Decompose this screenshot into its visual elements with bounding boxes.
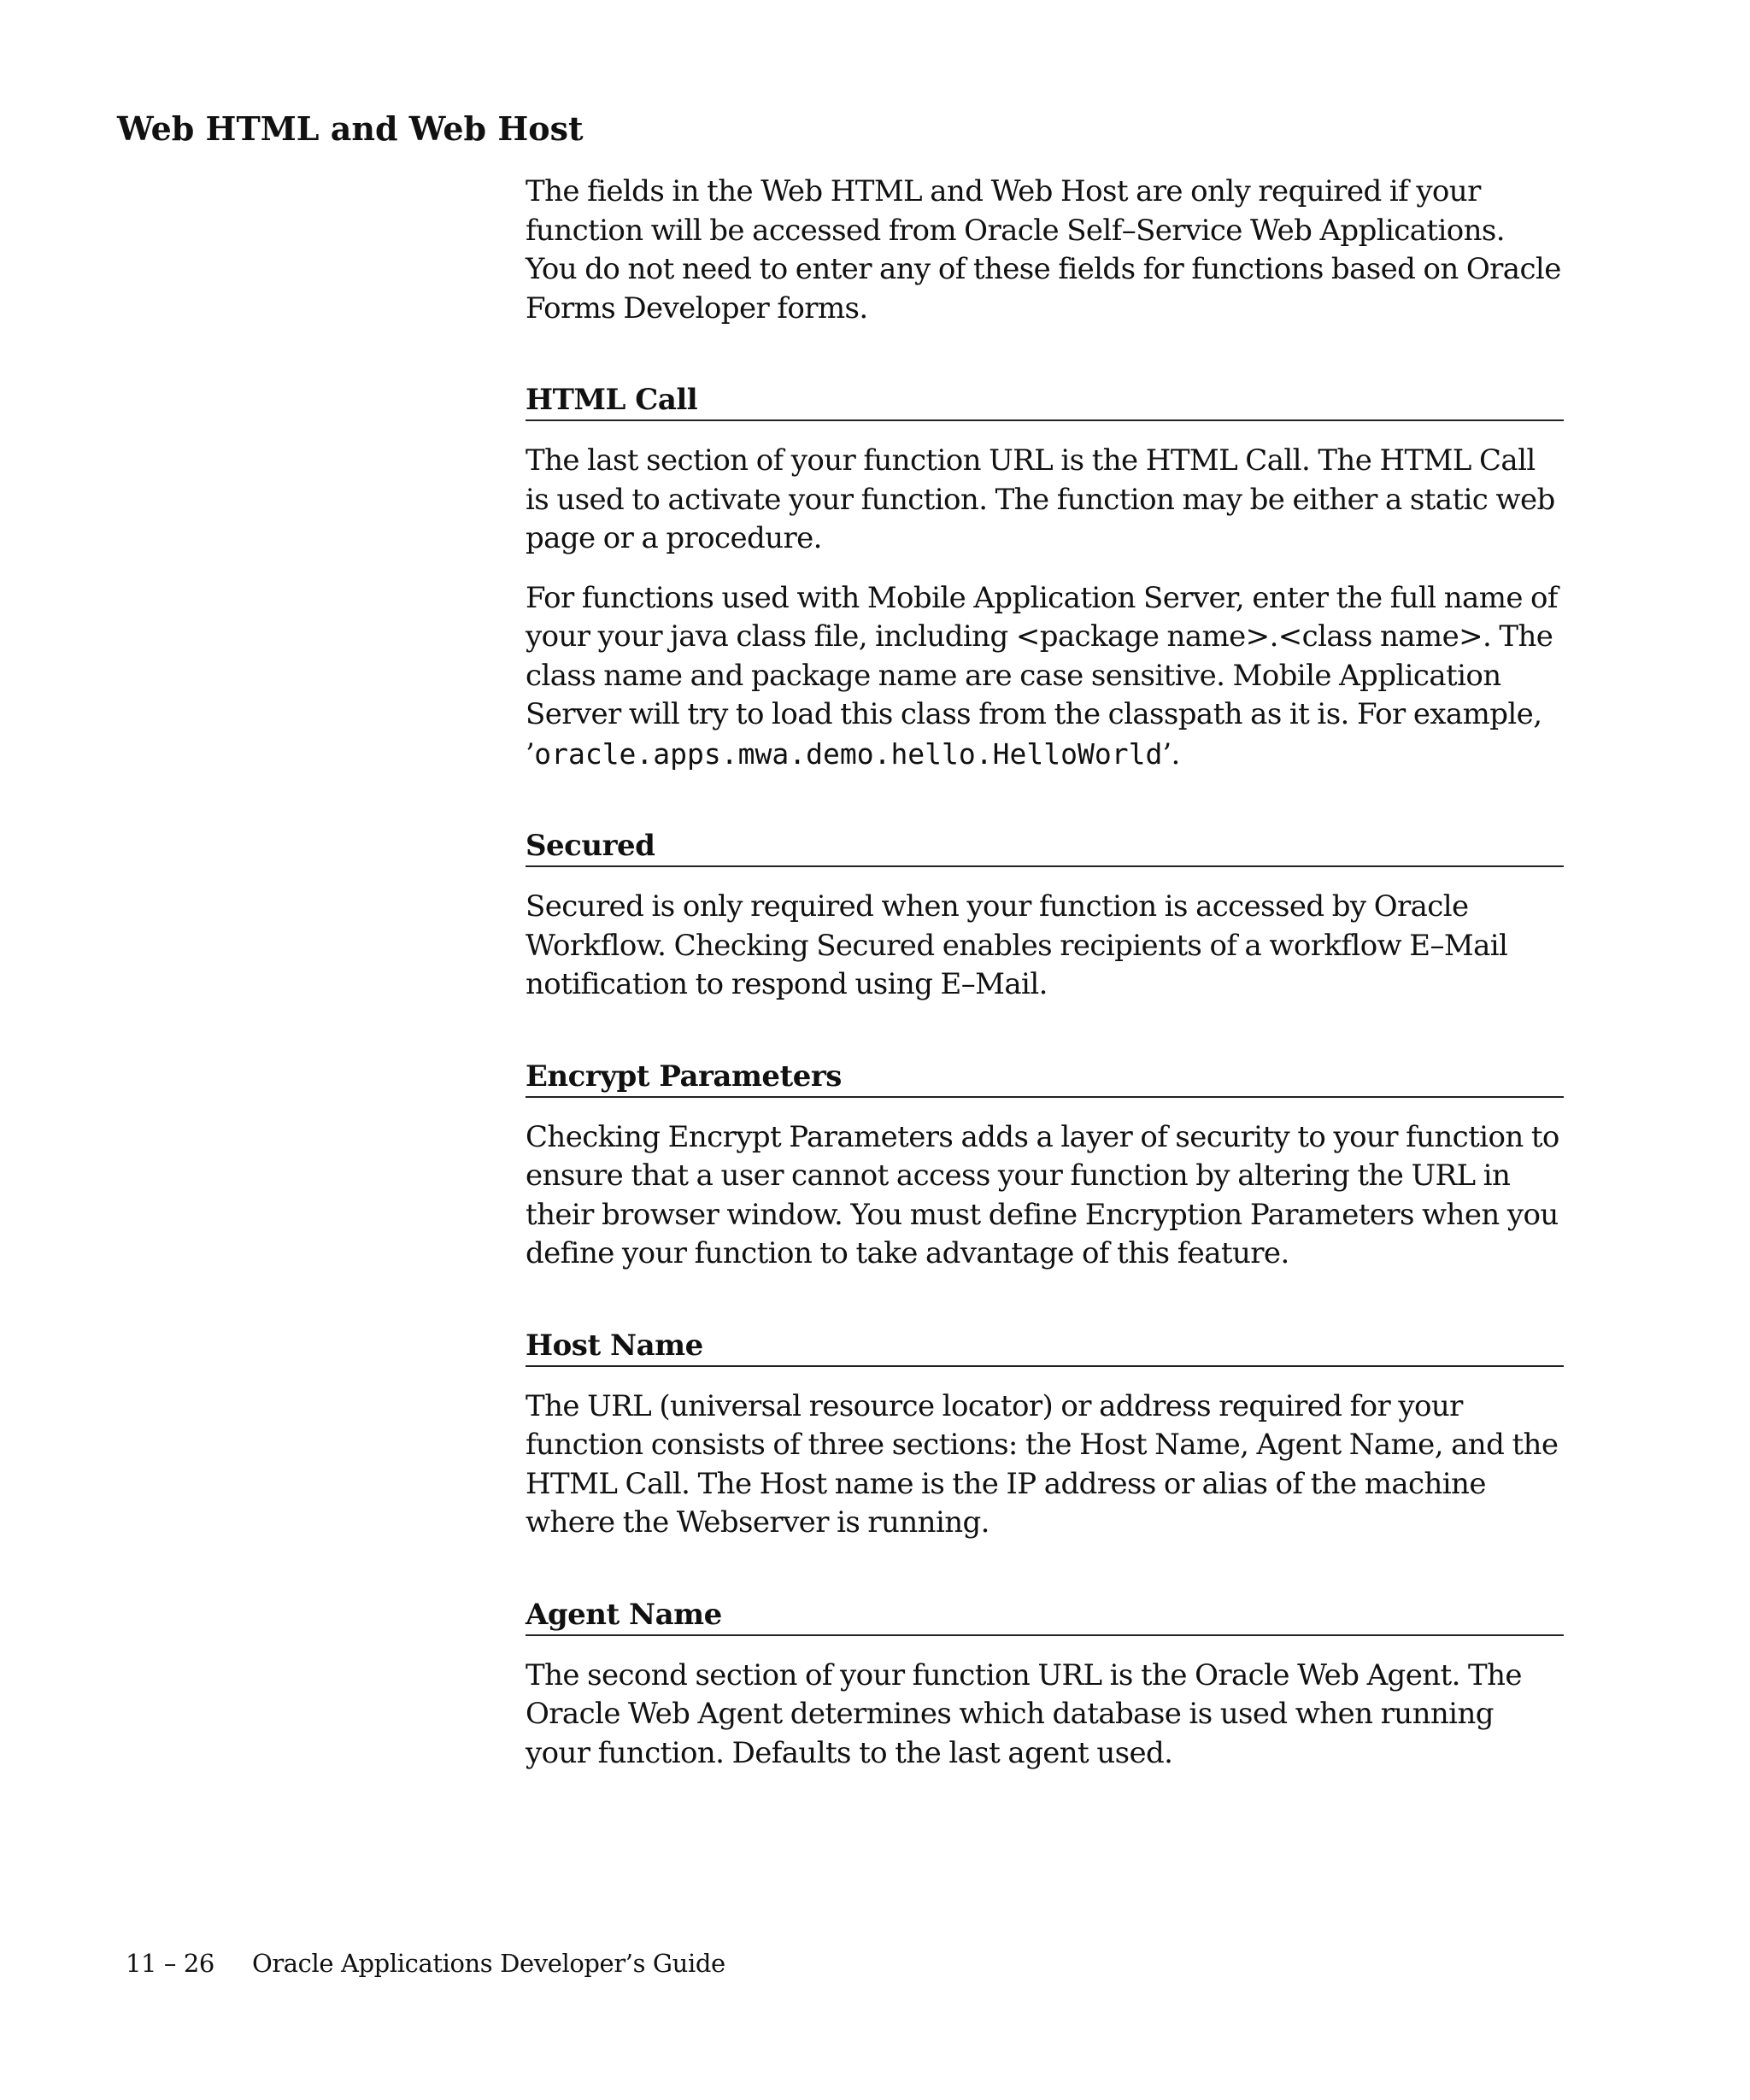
intro-paragraph: The fields in the Web HTML and Web Host are only required if your function will be accessed from Oracle Self–Service Web Applications. You do not need to enter any of these fields for functions based on Oracle Forms Developer forms. (526, 174, 1561, 326)
page-title: Web HTML and Web Host (117, 109, 584, 148)
section-heading-html-call: HTML Call (526, 382, 1564, 421)
html-call-paragraph-1: The last section of your function URL is the HTML Call. The HTML Call is used to activate your function. The function may be either a static web page or a procedure. (526, 443, 1555, 555)
html-call-paragraph-2 (526, 579, 1564, 775)
main-content (526, 173, 1564, 1793)
footer-book-title: Oracle Applications Developer’s Guide (251, 1949, 725, 1978)
host-name-paragraph: The URL (universal resource locator) or address required for your function consists of three sections: the Host Name, Agent Name, and the HTML Call. The Host name is the IP address or alias of the machine where the Webserver is running. (526, 1388, 1559, 1540)
section-heading-encrypt-parameters: Encrypt Parameters (526, 1059, 1564, 1098)
section-heading-agent-name: Agent Name (526, 1597, 1564, 1636)
section-heading-host-name: Host Name (526, 1328, 1564, 1367)
section-secured (526, 828, 1564, 1005)
section-host-name (526, 1328, 1564, 1543)
section-agent-name (526, 1597, 1564, 1774)
section-heading-secured: Secured (526, 828, 1564, 867)
section-html-call (526, 382, 1564, 774)
page-footer (126, 1948, 725, 1979)
section-encrypt-parameters (526, 1059, 1564, 1274)
html-call-code-example: oracle.apps.mwa.demo.hello.HelloWorld (534, 736, 1163, 771)
html-call-paragraph-2-text: For functions used with Mobile Application Server, enter the full name of your your java class file, including <package name>.<class name>. The class name and package name are case sensitive. Mobile Application Server will try to load this class from the classpath as it is. For example, ’ (526, 580, 1558, 771)
html-call-paragraph-2-end: ’. (1162, 736, 1180, 771)
secured-paragraph: Secured is only required when your function is accessed by Oracle Workflow. Checking Secured enables recipients of a workflow E–Mail notification to respond using E–Mail. (526, 889, 1508, 1001)
agent-name-paragraph: The second section of your function URL is the Oracle Web Agent. The Oracle Web Agent determines which database is used when running your function. Defaults to the last agent used. (526, 1657, 1522, 1770)
footer-page-number: 11 – 26 (126, 1949, 214, 1978)
encrypt-parameters-paragraph: Checking Encrypt Parameters adds a layer of security to your function to ensure that a user cannot access your function by altering the URL in their browser window. You must define Encryption Parameters when you define your function to take advantage of this feature. (526, 1119, 1559, 1270)
